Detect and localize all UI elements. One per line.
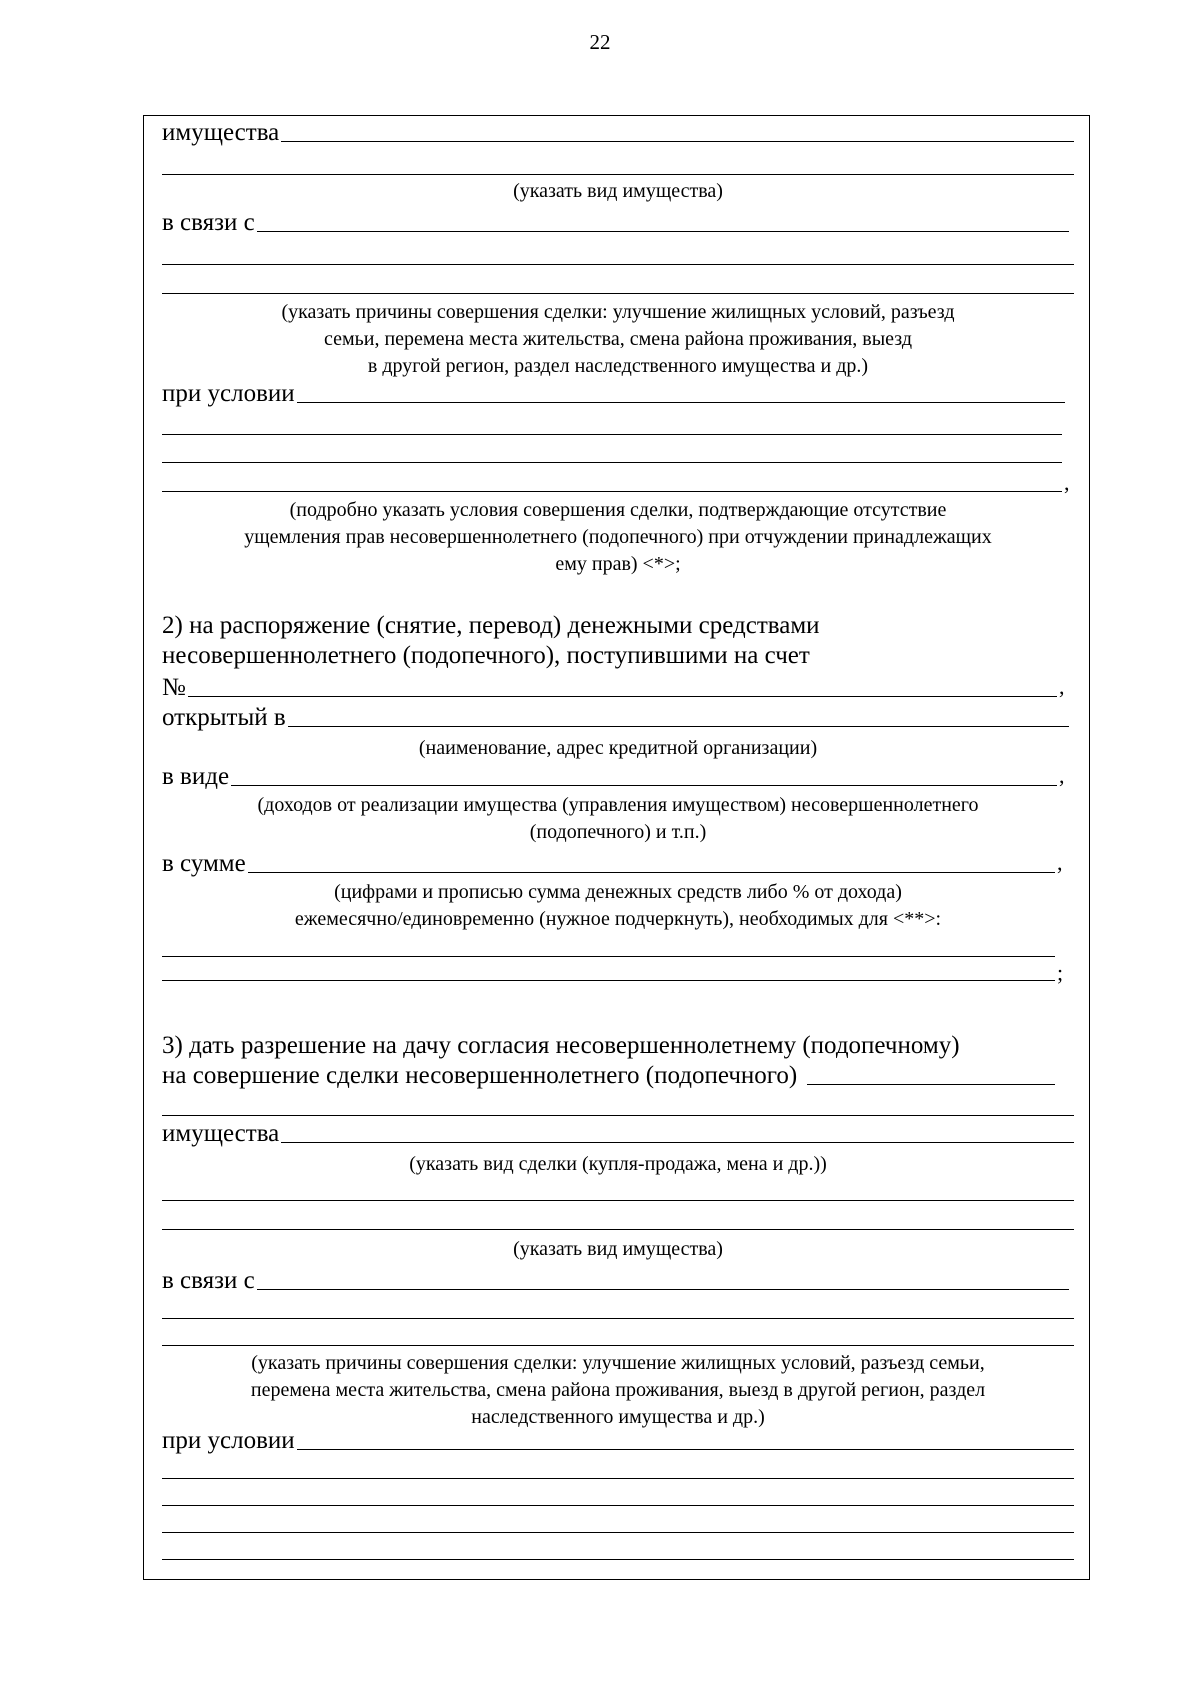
form-end-mark: ,	[1059, 763, 1065, 788]
condition-line-4[interactable]	[162, 491, 1062, 492]
section-2-heading-line-1: 2) на распоряжение (снятие, перевод) денежными средствами	[162, 612, 820, 639]
section-2-heading	[162, 611, 1074, 671]
section-3-condition-line-4[interactable]	[162, 1532, 1074, 1533]
sum-underline[interactable]	[248, 872, 1055, 873]
section-3-property-field[interactable]	[162, 1119, 1074, 1149]
bank-field[interactable]	[162, 703, 1069, 733]
condition-end-mark: ,	[1064, 470, 1070, 495]
section-3-reason-hint-line-1: (указать причины совершения сделки: улучшение жилищных условий, разъезд семьи,	[251, 1352, 985, 1374]
section-3-condition-line-2[interactable]	[162, 1478, 1074, 1479]
reason-hint-line-3: в другой регион, раздел наследственного имущества и др.)	[367, 355, 869, 377]
section-3-reason-field[interactable]	[162, 1266, 1069, 1296]
reason-hint	[162, 299, 1074, 380]
property-hint: (указать вид имущества)	[513, 180, 723, 202]
purpose-end-mark: ;	[1057, 960, 1064, 985]
deal-type-field[interactable]	[162, 1061, 1055, 1091]
section-3-property-underline[interactable]	[281, 1142, 1074, 1143]
purpose-line-2[interactable]	[162, 980, 1055, 981]
sum-field[interactable]	[162, 849, 1055, 879]
section-3-reason-label: в связи с	[162, 1267, 255, 1294]
deal-type-line-2[interactable]	[162, 1115, 1074, 1116]
section-3-reason-hint-line-3: наследственного имущества и др.)	[471, 1406, 765, 1428]
form-hint-line-1: (доходов от реализации имущества (управления имуществом) несовершеннолетнего	[257, 794, 979, 816]
condition-underline[interactable]	[297, 402, 1065, 403]
reason-field[interactable]	[162, 208, 1069, 238]
sum-hint-line-2: ежемесячно/единовременно (нужное подчеркнуть), необходимых для <**>:	[294, 908, 942, 930]
account-underline[interactable]	[188, 696, 1057, 697]
account-label: №	[162, 674, 186, 701]
condition-hint	[162, 497, 1074, 578]
deal-hint: (указать вид сделки (купля-продажа, мена и др.))	[409, 1153, 827, 1175]
reason-line-3[interactable]	[162, 293, 1074, 294]
section-3-condition-line-3[interactable]	[162, 1505, 1074, 1506]
bank-underline[interactable]	[288, 726, 1069, 727]
section-2-heading-line-2: несовершеннолетнего (подопечного), поступившими на счет	[162, 642, 810, 669]
condition-line-2[interactable]	[162, 434, 1062, 435]
sum-hint-line-1: (цифрами и прописью сумма денежных средств либо % от дохода)	[334, 881, 902, 903]
property-underline[interactable]	[281, 141, 1074, 142]
property-label: имущества	[162, 119, 280, 146]
form-frame	[143, 115, 1090, 1580]
section-3-condition-underline[interactable]	[297, 1449, 1074, 1450]
sum-end-mark: ,	[1057, 850, 1063, 875]
section-3-condition-field[interactable]	[162, 1426, 1074, 1456]
form-label: в виде	[162, 763, 230, 790]
section-3-heading	[162, 1031, 1082, 1091]
account-field[interactable]	[162, 673, 1057, 703]
condition-field[interactable]	[162, 379, 1065, 409]
section-3-condition-line-5[interactable]	[162, 1559, 1074, 1560]
section-3-property-label: имущества	[162, 1120, 280, 1147]
purpose-line-1[interactable]	[162, 956, 1055, 957]
section-3-reason-line-2[interactable]	[162, 1318, 1074, 1319]
sum-hint	[162, 879, 1074, 933]
condition-hint-line-3: ему прав) <*>;	[555, 553, 681, 575]
bank-hint: (наименование, адрес кредитной организации)	[418, 737, 818, 759]
account-end-mark: ,	[1059, 674, 1065, 699]
property-field[interactable]	[162, 118, 1074, 148]
form-hint-line-2: (подопечного) и т.п.)	[529, 821, 707, 843]
property-continuation-line[interactable]	[162, 174, 1074, 175]
opened-label: открытый в	[162, 704, 286, 731]
section-3-reason-line-3[interactable]	[162, 1345, 1074, 1346]
form-hint	[162, 792, 1074, 846]
section-3-property-line-2[interactable]	[162, 1200, 1074, 1201]
section-3-property-hint: (указать вид имущества)	[513, 1238, 723, 1260]
reason-line-2[interactable]	[162, 264, 1074, 265]
section-3-condition-label: при условии	[162, 1427, 295, 1454]
condition-hint-line-1: (подробно указать условия совершения сделки, подтверждающие отсутствие	[289, 499, 947, 521]
reason-hint-line-2: семьи, перемена места жительства, смена района проживания, выезд	[324, 328, 912, 350]
form-underline[interactable]	[231, 785, 1057, 786]
reason-label: в связи с	[162, 209, 255, 236]
reason-hint-line-1: (указать причины совершения сделки: улучшение жилищных условий, разъезд	[281, 301, 955, 323]
condition-label: при условии	[162, 380, 295, 407]
section-3-property-line-3[interactable]	[162, 1229, 1074, 1230]
page-number: 22	[589, 30, 611, 54]
deal-type-underline[interactable]	[807, 1084, 1055, 1085]
reason-underline[interactable]	[257, 231, 1069, 232]
condition-line-3[interactable]	[162, 462, 1062, 463]
section-3-reason-underline[interactable]	[257, 1289, 1069, 1290]
condition-hint-line-2: ущемления прав несовершеннолетнего (подопечного) при отчуждении принадлежащих	[244, 526, 992, 548]
section-3-heading-line-1: 3) дать разрешение на дачу согласия несовершеннолетнему (подопечному)	[162, 1032, 960, 1059]
section-3-heading-line-2: на совершение сделки несовершеннолетнего (подопечного)	[162, 1062, 798, 1089]
section-3-reason-hint-line-2: перемена места жительства, смена района проживания, выезд в другой регион, раздел	[250, 1379, 986, 1401]
form-of-funds-field[interactable]	[162, 762, 1057, 792]
sum-label: в сумме	[162, 850, 246, 877]
section-3-reason-hint	[162, 1350, 1074, 1431]
